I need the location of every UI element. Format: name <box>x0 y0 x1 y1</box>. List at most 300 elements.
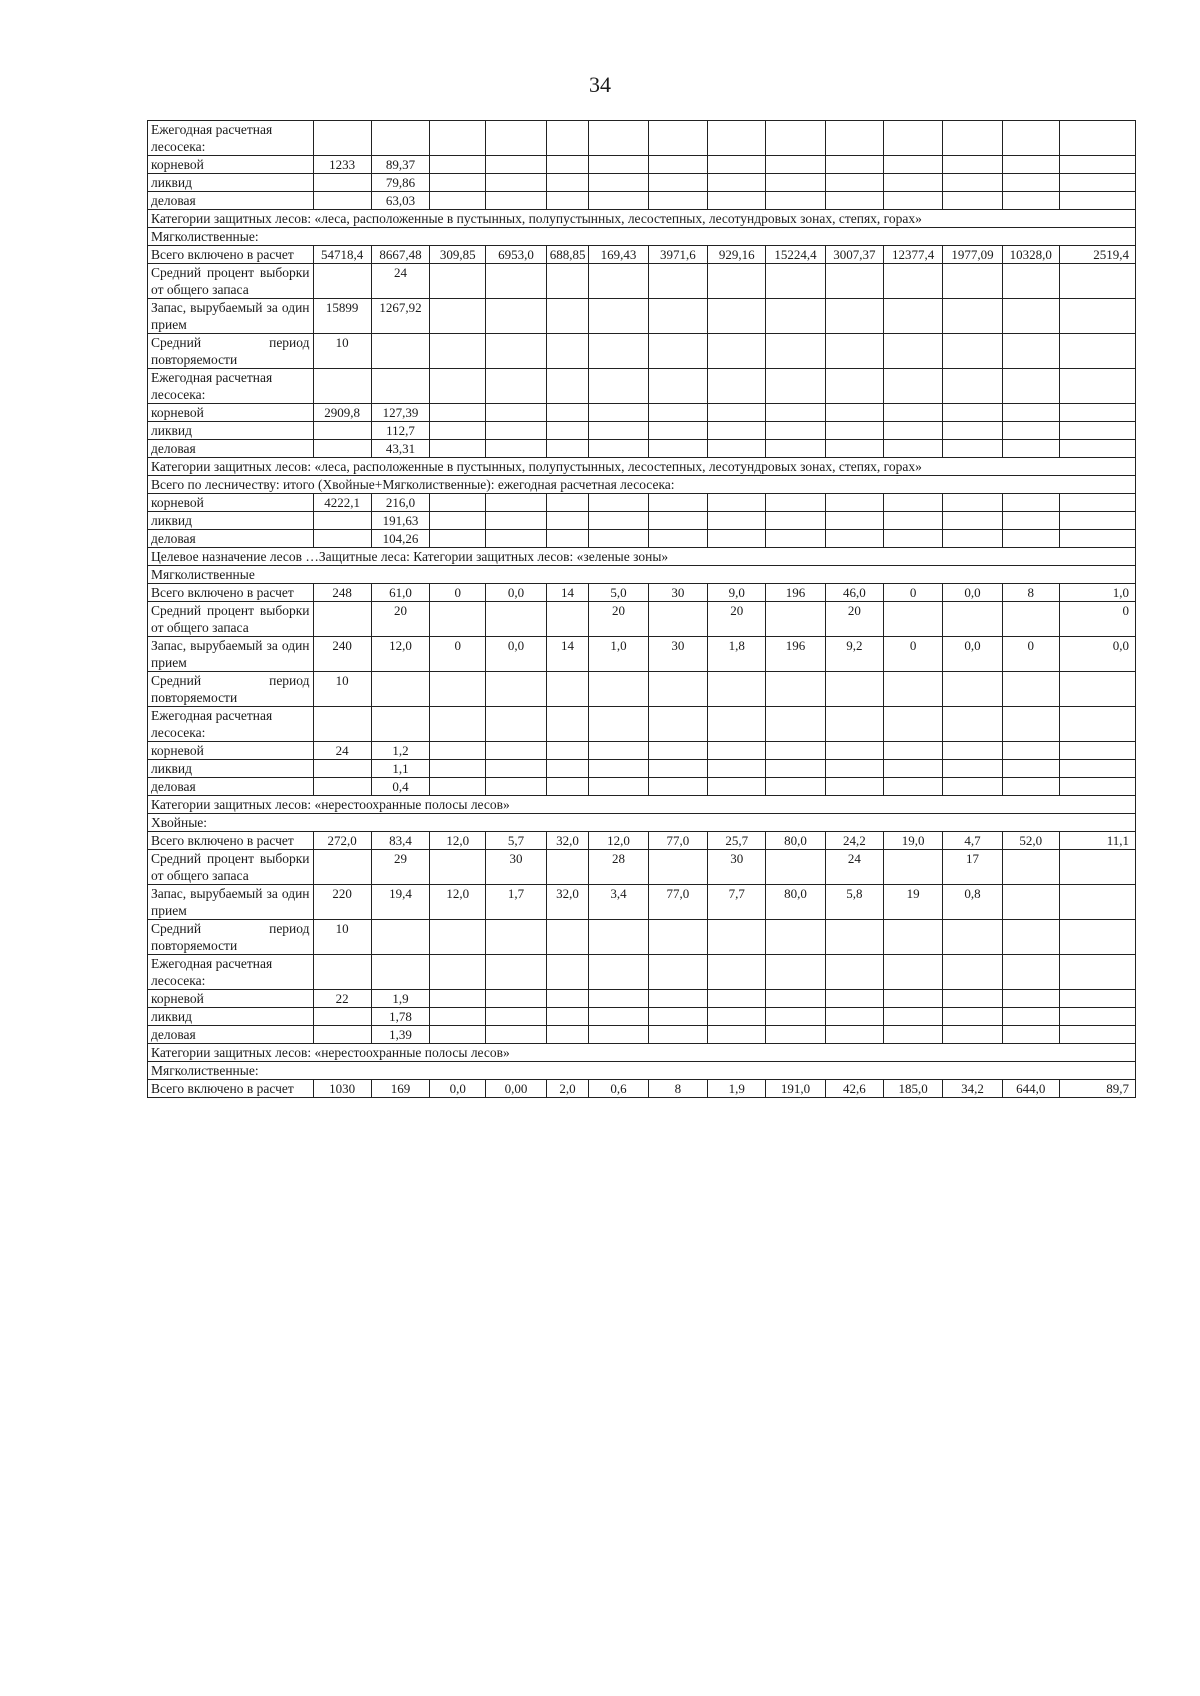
value-cell: 1977,09 <box>943 246 1002 264</box>
value-cell <box>430 530 486 548</box>
table-row <box>148 494 1136 512</box>
section-row <box>148 210 1136 228</box>
value-cell <box>766 760 825 778</box>
value-cell <box>1059 440 1135 458</box>
value-cell: 1,7 <box>486 885 546 920</box>
value-cell <box>648 369 707 404</box>
row-label: Запас, вырубаемый за один прием <box>148 885 314 920</box>
value-cell <box>546 1026 589 1044</box>
value-cell <box>371 955 429 990</box>
value-cell: 24 <box>371 264 429 299</box>
value-cell <box>1059 334 1135 369</box>
value-cell <box>430 299 486 334</box>
value-cell: 220 <box>313 885 371 920</box>
value-cell <box>766 264 825 299</box>
value-cell <box>486 672 546 707</box>
value-cell <box>1059 760 1135 778</box>
value-cell <box>883 955 942 990</box>
value-cell: 20 <box>708 602 766 637</box>
value-cell <box>486 760 546 778</box>
row-label: корневой <box>148 156 314 174</box>
value-cell: 1,9 <box>708 1080 766 1098</box>
value-cell: 5,8 <box>825 885 883 920</box>
section-row <box>148 1044 1136 1062</box>
section-heading: Хвойные: <box>148 814 1136 832</box>
value-cell <box>708 174 766 192</box>
table-row <box>148 602 1136 637</box>
value-cell <box>430 1026 486 1044</box>
value-cell <box>430 990 486 1008</box>
value-cell <box>825 121 883 156</box>
value-cell: 216,0 <box>371 494 429 512</box>
value-cell: 1267,92 <box>371 299 429 334</box>
value-cell <box>648 778 707 796</box>
value-cell: 2519,4 <box>1059 246 1135 264</box>
value-cell <box>825 494 883 512</box>
value-cell <box>313 530 371 548</box>
value-cell: 127,39 <box>371 404 429 422</box>
value-cell <box>766 707 825 742</box>
value-cell: 1,0 <box>589 637 648 672</box>
value-cell <box>1002 299 1059 334</box>
value-cell <box>486 1026 546 1044</box>
value-cell <box>430 404 486 422</box>
row-label: деловая <box>148 1026 314 1044</box>
value-cell <box>546 920 589 955</box>
row-label: корневой <box>148 742 314 760</box>
value-cell <box>648 1008 707 1026</box>
value-cell <box>371 121 429 156</box>
value-cell <box>430 672 486 707</box>
page-number: 34 <box>589 72 611 97</box>
table-row <box>148 920 1136 955</box>
value-cell <box>825 299 883 334</box>
value-cell: 309,85 <box>430 246 486 264</box>
value-cell: 30 <box>486 850 546 885</box>
value-cell <box>825 760 883 778</box>
value-cell <box>430 121 486 156</box>
value-cell <box>589 121 648 156</box>
row-label: деловая <box>148 192 314 210</box>
value-cell <box>766 121 825 156</box>
value-cell <box>883 422 942 440</box>
value-cell <box>546 530 589 548</box>
value-cell <box>486 494 546 512</box>
value-cell: 22 <box>313 990 371 1008</box>
value-cell <box>943 742 1002 760</box>
value-cell <box>1002 422 1059 440</box>
value-cell: 240 <box>313 637 371 672</box>
value-cell: 0,0 <box>943 637 1002 672</box>
value-cell <box>883 990 942 1008</box>
row-label: Средний процент выборки от общего запаса <box>148 264 314 299</box>
value-cell <box>430 920 486 955</box>
value-cell <box>708 264 766 299</box>
value-cell <box>486 156 546 174</box>
value-cell <box>1059 672 1135 707</box>
value-cell <box>825 156 883 174</box>
section-heading: Мягколиственные: <box>148 228 1136 246</box>
value-cell: 32,0 <box>546 832 589 850</box>
value-cell <box>430 174 486 192</box>
value-cell: 0,0 <box>430 1080 486 1098</box>
value-cell: 11,1 <box>1059 832 1135 850</box>
value-cell <box>486 742 546 760</box>
value-cell <box>1002 156 1059 174</box>
value-cell <box>430 850 486 885</box>
value-cell: 10 <box>313 334 371 369</box>
value-cell <box>546 334 589 369</box>
value-cell <box>766 602 825 637</box>
value-cell <box>943 707 1002 742</box>
value-cell <box>1059 512 1135 530</box>
value-cell <box>825 264 883 299</box>
value-cell <box>648 334 707 369</box>
table-row <box>148 885 1136 920</box>
value-cell: 29 <box>371 850 429 885</box>
value-cell: 46,0 <box>825 584 883 602</box>
value-cell <box>766 334 825 369</box>
table-row <box>148 192 1136 210</box>
table-row <box>148 832 1136 850</box>
value-cell: 929,16 <box>708 246 766 264</box>
value-cell: 80,0 <box>766 885 825 920</box>
value-cell <box>1059 885 1135 920</box>
value-cell <box>708 369 766 404</box>
value-cell <box>313 707 371 742</box>
value-cell <box>766 156 825 174</box>
value-cell <box>883 404 942 422</box>
value-cell <box>1059 404 1135 422</box>
value-cell <box>648 850 707 885</box>
value-cell <box>648 156 707 174</box>
section-heading: Мягколиственные <box>148 566 1136 584</box>
value-cell <box>943 1026 1002 1044</box>
value-cell <box>883 494 942 512</box>
value-cell <box>708 422 766 440</box>
value-cell <box>589 369 648 404</box>
value-cell: 169,43 <box>589 246 648 264</box>
table-row <box>148 707 1136 742</box>
value-cell <box>430 707 486 742</box>
table-row <box>148 637 1136 672</box>
value-cell <box>883 707 942 742</box>
table-row <box>148 246 1136 264</box>
table-row <box>148 512 1136 530</box>
value-cell <box>486 990 546 1008</box>
value-cell <box>1002 990 1059 1008</box>
value-cell <box>943 494 1002 512</box>
value-cell <box>1002 707 1059 742</box>
value-cell <box>825 530 883 548</box>
table-row <box>148 156 1136 174</box>
value-cell <box>486 264 546 299</box>
value-cell <box>883 264 942 299</box>
value-cell <box>546 494 589 512</box>
table-row <box>148 778 1136 796</box>
value-cell <box>766 192 825 210</box>
value-cell <box>825 192 883 210</box>
value-cell: 14 <box>546 637 589 672</box>
value-cell <box>943 192 1002 210</box>
value-cell <box>825 742 883 760</box>
row-label: Ежегодная расчетная лесосека: <box>148 121 314 156</box>
value-cell: 3971,6 <box>648 246 707 264</box>
value-cell: 34,2 <box>943 1080 1002 1098</box>
value-cell <box>1059 264 1135 299</box>
value-cell <box>766 530 825 548</box>
row-label: Запас, вырубаемый за один прием <box>148 637 314 672</box>
value-cell: 1,9 <box>371 990 429 1008</box>
value-cell <box>313 760 371 778</box>
value-cell <box>883 920 942 955</box>
value-cell <box>1059 192 1135 210</box>
value-cell <box>708 121 766 156</box>
value-cell <box>648 920 707 955</box>
value-cell <box>648 121 707 156</box>
value-cell <box>486 1008 546 1026</box>
value-cell <box>1059 530 1135 548</box>
value-cell <box>1002 264 1059 299</box>
row-label: Средний процент выборки от общего запаса <box>148 602 314 637</box>
value-cell <box>371 369 429 404</box>
value-cell <box>546 404 589 422</box>
value-cell <box>708 707 766 742</box>
value-cell <box>766 174 825 192</box>
section-heading: Мягколиственные: <box>148 1062 1136 1080</box>
value-cell <box>883 1008 942 1026</box>
value-cell <box>825 440 883 458</box>
section-row <box>148 548 1136 566</box>
value-cell <box>589 1008 648 1026</box>
value-cell <box>825 1026 883 1044</box>
value-cell <box>766 512 825 530</box>
value-cell <box>708 990 766 1008</box>
value-cell <box>430 440 486 458</box>
value-cell <box>766 1026 825 1044</box>
value-cell: 19,4 <box>371 885 429 920</box>
value-cell <box>943 778 1002 796</box>
value-cell <box>708 1026 766 1044</box>
value-cell: 1,39 <box>371 1026 429 1044</box>
value-cell <box>486 707 546 742</box>
value-cell <box>1059 369 1135 404</box>
value-cell <box>883 1026 942 1044</box>
value-cell <box>943 156 1002 174</box>
value-cell <box>546 192 589 210</box>
value-cell <box>1059 990 1135 1008</box>
value-cell <box>648 264 707 299</box>
value-cell <box>486 369 546 404</box>
value-cell <box>546 990 589 1008</box>
value-cell <box>546 707 589 742</box>
value-cell <box>883 192 942 210</box>
value-cell <box>825 1008 883 1026</box>
value-cell <box>486 530 546 548</box>
value-cell <box>883 672 942 707</box>
value-cell <box>486 299 546 334</box>
value-cell <box>1002 174 1059 192</box>
value-cell <box>589 156 648 174</box>
value-cell <box>546 422 589 440</box>
value-cell: 8 <box>1002 584 1059 602</box>
value-cell <box>589 742 648 760</box>
value-cell <box>1002 602 1059 637</box>
value-cell <box>708 672 766 707</box>
value-cell <box>943 174 1002 192</box>
value-cell: 191,63 <box>371 512 429 530</box>
value-cell <box>546 850 589 885</box>
value-cell <box>430 955 486 990</box>
value-cell <box>708 299 766 334</box>
value-cell <box>1002 334 1059 369</box>
value-cell <box>1002 742 1059 760</box>
value-cell <box>708 1008 766 1026</box>
value-cell: 0,0 <box>486 637 546 672</box>
value-cell <box>486 334 546 369</box>
value-cell <box>648 174 707 192</box>
value-cell <box>430 602 486 637</box>
value-cell <box>313 778 371 796</box>
value-cell <box>708 494 766 512</box>
value-cell: 14 <box>546 584 589 602</box>
table-row <box>148 174 1136 192</box>
value-cell: 30 <box>648 637 707 672</box>
value-cell <box>1002 440 1059 458</box>
value-cell <box>313 192 371 210</box>
value-cell <box>486 422 546 440</box>
value-cell: 185,0 <box>883 1080 942 1098</box>
value-cell <box>943 369 1002 404</box>
value-cell: 20 <box>371 602 429 637</box>
value-cell <box>546 955 589 990</box>
table-row <box>148 672 1136 707</box>
value-cell <box>371 334 429 369</box>
value-cell <box>546 760 589 778</box>
value-cell <box>1059 742 1135 760</box>
value-cell <box>648 512 707 530</box>
value-cell <box>943 990 1002 1008</box>
value-cell <box>546 778 589 796</box>
value-cell: 15224,4 <box>766 246 825 264</box>
value-cell <box>766 920 825 955</box>
row-label: Средний период повторяемости <box>148 920 314 955</box>
value-cell <box>708 742 766 760</box>
value-cell <box>825 707 883 742</box>
value-cell: 77,0 <box>648 885 707 920</box>
value-cell <box>546 264 589 299</box>
section-row <box>148 796 1136 814</box>
table-row <box>148 264 1136 299</box>
value-cell <box>943 955 1002 990</box>
value-cell <box>943 404 1002 422</box>
table-row <box>148 760 1136 778</box>
row-label: ликвид <box>148 760 314 778</box>
row-label: Ежегодная расчетная лесосека: <box>148 707 314 742</box>
value-cell <box>708 334 766 369</box>
row-label: корневой <box>148 494 314 512</box>
value-cell: 12,0 <box>371 637 429 672</box>
value-cell <box>708 760 766 778</box>
value-cell <box>430 422 486 440</box>
table-row <box>148 1008 1136 1026</box>
value-cell: 0 <box>883 637 942 672</box>
value-cell <box>766 299 825 334</box>
value-cell <box>430 369 486 404</box>
value-cell <box>943 334 1002 369</box>
value-cell: 0,8 <box>943 885 1002 920</box>
value-cell: 9,2 <box>825 637 883 672</box>
value-cell <box>313 264 371 299</box>
value-cell: 12,0 <box>589 832 648 850</box>
value-cell <box>883 156 942 174</box>
value-cell <box>1002 530 1059 548</box>
value-cell: 24 <box>825 850 883 885</box>
value-cell <box>486 404 546 422</box>
value-cell <box>1002 1008 1059 1026</box>
value-cell <box>883 121 942 156</box>
value-cell: 1,8 <box>708 637 766 672</box>
table-row <box>148 334 1136 369</box>
section-row <box>148 1062 1136 1080</box>
row-label: Ежегодная расчетная лесосека: <box>148 369 314 404</box>
value-cell: 0,0 <box>486 584 546 602</box>
value-cell <box>943 602 1002 637</box>
value-cell: 79,86 <box>371 174 429 192</box>
row-label: Всего включено в расчет <box>148 1080 314 1098</box>
value-cell <box>313 1026 371 1044</box>
value-cell <box>313 1008 371 1026</box>
value-cell <box>708 156 766 174</box>
value-cell <box>486 512 546 530</box>
value-cell: 8 <box>648 1080 707 1098</box>
value-cell <box>546 440 589 458</box>
value-cell <box>1059 494 1135 512</box>
value-cell <box>883 742 942 760</box>
value-cell <box>589 494 648 512</box>
value-cell <box>1059 156 1135 174</box>
table-row <box>148 299 1136 334</box>
value-cell <box>648 422 707 440</box>
value-cell <box>371 707 429 742</box>
value-cell <box>430 512 486 530</box>
value-cell <box>648 192 707 210</box>
value-cell <box>546 1008 589 1026</box>
value-cell <box>1059 1026 1135 1044</box>
value-cell: 1,78 <box>371 1008 429 1026</box>
value-cell <box>486 602 546 637</box>
value-cell: 1,2 <box>371 742 429 760</box>
value-cell <box>589 920 648 955</box>
section-heading: Категории защитных лесов: «леса, расположенные в пустынных, полупустынных, лесостепных, лесотундровых зонах, степях, горах» <box>148 458 1136 476</box>
value-cell <box>546 742 589 760</box>
value-cell <box>883 440 942 458</box>
value-cell <box>313 121 371 156</box>
value-cell: 42,6 <box>825 1080 883 1098</box>
value-cell <box>648 1026 707 1044</box>
value-cell: 4222,1 <box>313 494 371 512</box>
value-cell <box>648 494 707 512</box>
value-cell <box>766 778 825 796</box>
value-cell: 54718,4 <box>313 246 371 264</box>
value-cell <box>430 192 486 210</box>
value-cell <box>1002 920 1059 955</box>
value-cell <box>313 174 371 192</box>
row-label: Средний период повторяемости <box>148 334 314 369</box>
value-cell <box>1059 955 1135 990</box>
value-cell <box>486 778 546 796</box>
value-cell <box>486 955 546 990</box>
